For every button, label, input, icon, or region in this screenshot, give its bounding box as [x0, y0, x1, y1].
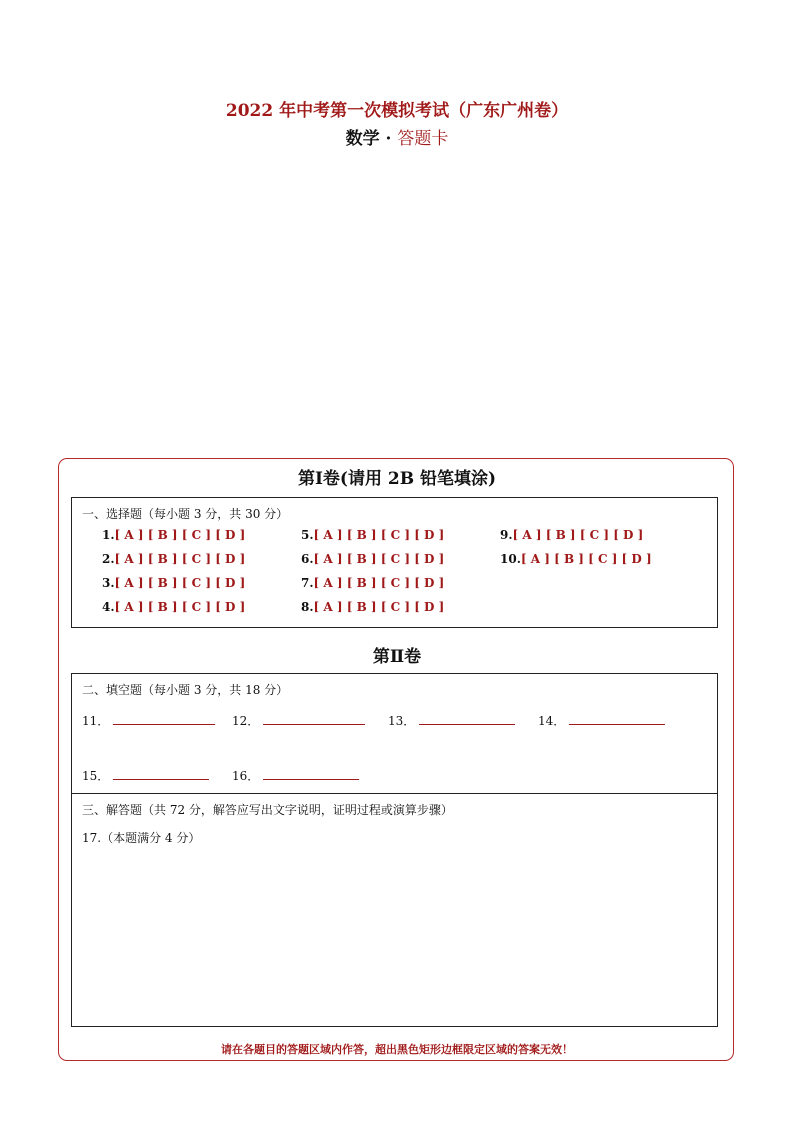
answer-options[interactable]: [ A ] [ B ] [ C ] [ D ] [313, 552, 445, 566]
question-number: 12． [232, 714, 260, 728]
question-number: 7. [301, 576, 314, 590]
mcq-question-4[interactable] [102, 600, 245, 614]
subject-label: 数学 [345, 129, 380, 149]
answer-options[interactable]: [ A ] [ B ] [ C ] [ D ] [114, 552, 246, 566]
mcq-question-7[interactable] [301, 576, 444, 590]
exam-title: 2022 年中考第一次模拟考试（广东广州卷） [225, 101, 569, 121]
fill-blank-box [71, 673, 718, 794]
answer-heading: 三、解答题（共 72 分，解答应写出文字说明，证明过程或演算步骤） [82, 803, 453, 817]
question-number: 13． [388, 714, 416, 728]
answer-blank[interactable] [263, 712, 365, 725]
question-number: 15． [82, 769, 110, 783]
warning-notice: 请在各题目的答题区域内作答，超出黑色矩形边框限定区域的答案无效！ [221, 1043, 573, 1056]
question-number: 11． [82, 714, 110, 728]
answer-card-label: 答题卡 [397, 129, 449, 149]
question-17-label: 17.（本题满分 4 分） [82, 831, 201, 845]
mcq-question-6[interactable] [301, 552, 444, 566]
mcq-question-10[interactable] [500, 552, 652, 566]
section2-heading: 第Ⅱ卷 [372, 647, 422, 667]
answer-box[interactable] [71, 793, 718, 1027]
answer-options[interactable]: [ A ] [ B ] [ C ] [ D ] [520, 552, 652, 566]
question-number: 14． [538, 714, 566, 728]
mcq-question-8[interactable] [301, 600, 444, 614]
mcq-box [71, 497, 718, 628]
mcq-question-1[interactable] [102, 528, 245, 542]
mcq-question-5[interactable] [301, 528, 444, 542]
answer-options[interactable]: [ A ] [ B ] [ C ] [ D ] [114, 600, 246, 614]
answer-options[interactable]: [ A ] [ B ] [ C ] [ D ] [512, 528, 644, 542]
answer-options[interactable]: [ A ] [ B ] [ C ] [ D ] [313, 600, 445, 614]
answer-blank[interactable] [569, 712, 665, 725]
fill-question-14[interactable] [538, 712, 665, 729]
answer-blank[interactable] [113, 712, 215, 725]
question-number: 1. [102, 528, 115, 542]
question-number: 8. [301, 600, 314, 614]
answer-blank[interactable] [263, 767, 359, 780]
fill-question-16[interactable] [232, 767, 359, 784]
fill-heading: 二、填空题（每小题 3 分，共 18 分） [82, 683, 289, 697]
answer-blank[interactable] [419, 712, 515, 725]
section1-heading: 第Ⅰ卷(请用 2B 铅笔填涂) [297, 469, 497, 489]
answer-options[interactable]: [ A ] [ B ] [ C ] [ D ] [313, 576, 445, 590]
fill-question-15[interactable] [82, 767, 209, 784]
question-number: 6. [301, 552, 314, 566]
fill-question-13[interactable] [388, 712, 515, 729]
question-number: 16． [232, 769, 260, 783]
answer-options[interactable]: [ A ] [ B ] [ C ] [ D ] [114, 576, 246, 590]
mcq-question-9[interactable] [500, 528, 643, 542]
fill-question-12[interactable] [232, 712, 365, 729]
mcq-question-3[interactable] [102, 576, 245, 590]
question-number: 10. [500, 552, 521, 566]
question-number: 5. [301, 528, 314, 542]
title-separator: · [385, 129, 392, 149]
question-number: 9. [500, 528, 513, 542]
question-number: 3. [102, 576, 115, 590]
answer-blank[interactable] [113, 767, 209, 780]
question-number: 2. [102, 552, 115, 566]
mcq-question-2[interactable] [102, 552, 245, 566]
subject-title [0, 124, 794, 149]
answer-options[interactable]: [ A ] [ B ] [ C ] [ D ] [313, 528, 445, 542]
fill-question-11[interactable] [82, 712, 215, 729]
answer-options[interactable]: [ A ] [ B ] [ C ] [ D ] [114, 528, 246, 542]
question-number: 4. [102, 600, 115, 614]
mcq-heading: 一、选择题（每小题 3 分，共 30 分） [82, 507, 289, 521]
